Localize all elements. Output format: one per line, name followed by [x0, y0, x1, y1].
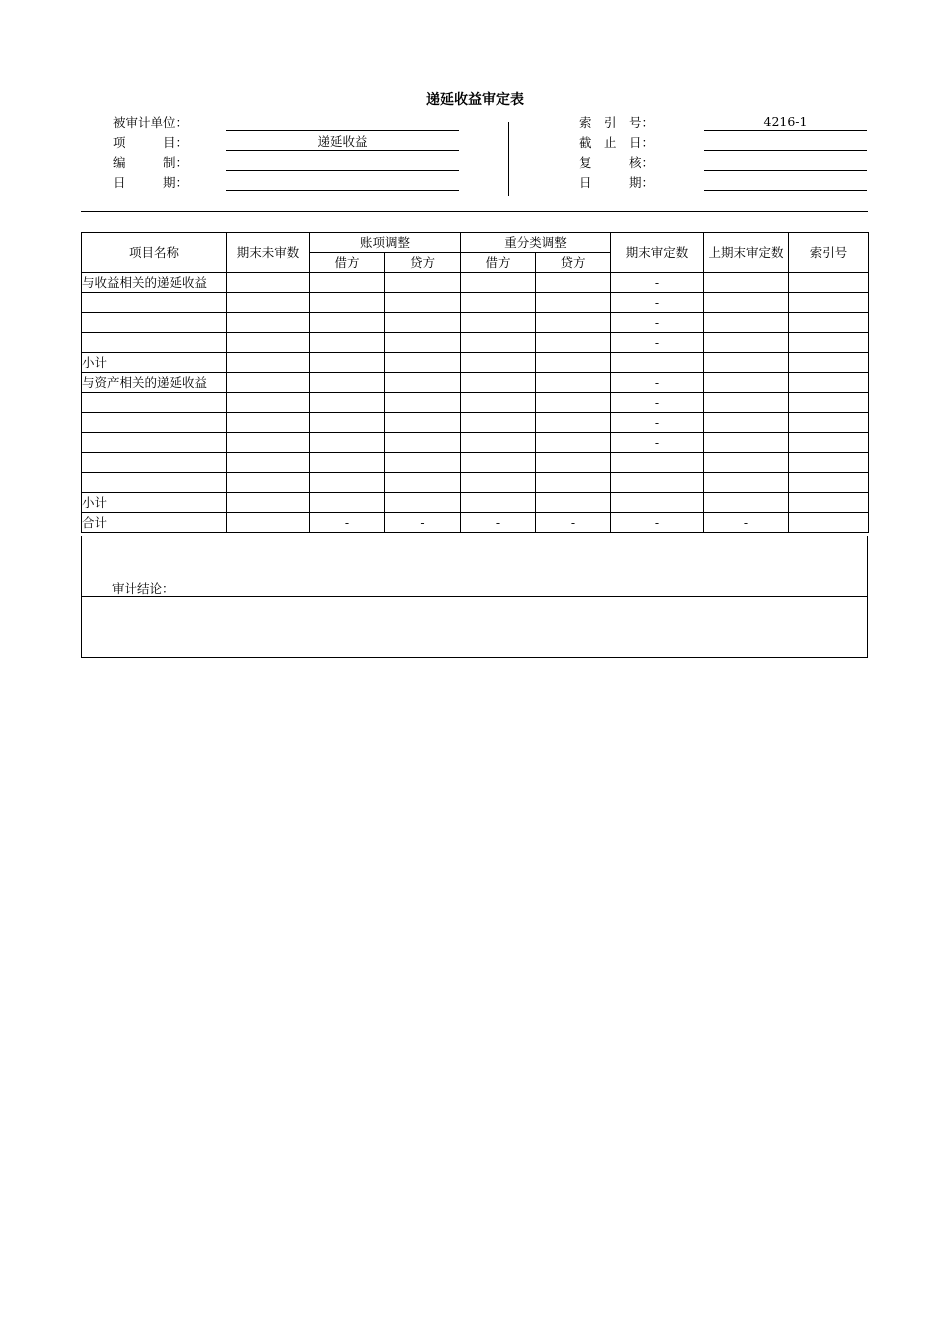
table-row — [82, 273, 869, 293]
unaudited-cell[interactable] — [227, 373, 310, 393]
total-row — [82, 513, 869, 533]
index-cell[interactable] — [789, 333, 869, 353]
col-account-adjustment: 账项调整 — [310, 233, 461, 253]
audited-cell[interactable]: - — [611, 313, 704, 333]
rec-credit-cell[interactable] — [536, 493, 611, 513]
unaudited-cell[interactable] — [227, 393, 310, 413]
adj-debit-cell[interactable] — [310, 433, 385, 453]
rec-debit-cell[interactable] — [461, 453, 536, 473]
item-name-cell[interactable]: 小计 — [82, 493, 227, 513]
conclusion-input[interactable] — [81, 596, 868, 658]
total-unaudited-cell[interactable] — [227, 513, 310, 533]
total-label: 合计 — [82, 513, 227, 533]
index-cell[interactable] — [789, 433, 869, 453]
unaudited-cell[interactable] — [227, 313, 310, 333]
unaudited-cell[interactable] — [227, 293, 310, 313]
table-row — [82, 333, 869, 353]
adj-debit-cell[interactable] — [310, 473, 385, 493]
rec-debit-cell[interactable] — [461, 473, 536, 493]
table-row — [82, 473, 869, 493]
audited-cell[interactable]: - — [611, 273, 704, 293]
index-no-label: 索 引 号： — [579, 115, 655, 130]
adj-debit-cell[interactable] — [310, 493, 385, 513]
prior-cell[interactable] — [704, 333, 789, 353]
col-adj-debit: 借方 — [310, 253, 385, 273]
adj-credit-cell[interactable] — [385, 333, 461, 353]
index-cell[interactable] — [789, 313, 869, 333]
item-name-cell[interactable] — [82, 473, 227, 493]
index-cell[interactable] — [789, 273, 869, 293]
item-name-cell[interactable]: 与资产相关的递延收益 — [82, 373, 227, 393]
total-adj-credit[interactable]: - — [385, 513, 461, 533]
item-name-cell[interactable]: 与收益相关的递延收益 — [82, 273, 227, 293]
rec-debit-cell[interactable] — [461, 273, 536, 293]
adj-debit-cell[interactable] — [310, 273, 385, 293]
rec-credit-cell[interactable] — [536, 373, 611, 393]
audited-cell[interactable] — [611, 353, 704, 373]
header-divider — [508, 122, 509, 196]
rec-credit-cell[interactable] — [536, 433, 611, 453]
audited-cell[interactable] — [611, 453, 704, 473]
audit-table — [81, 232, 869, 533]
col-item-name: 项目名称 — [82, 233, 227, 273]
rec-credit-cell[interactable] — [536, 473, 611, 493]
item-name-cell[interactable] — [82, 313, 227, 333]
table-row — [82, 393, 869, 413]
item-name-cell[interactable] — [82, 333, 227, 353]
preparer-label: 编 制： — [113, 155, 189, 170]
col-index: 索引号 — [789, 233, 869, 273]
table-row — [82, 293, 869, 313]
adj-credit-cell[interactable] — [385, 293, 461, 313]
review-date-field[interactable] — [704, 173, 867, 191]
project-field[interactable]: 递延收益 — [226, 133, 459, 151]
audited-cell[interactable]: - — [611, 373, 704, 393]
item-name-cell[interactable] — [82, 453, 227, 473]
rec-debit-cell[interactable] — [461, 313, 536, 333]
index-cell[interactable] — [789, 473, 869, 493]
unaudited-cell[interactable] — [227, 353, 310, 373]
adj-debit-cell[interactable] — [310, 413, 385, 433]
item-name-cell[interactable]: 小计 — [82, 353, 227, 373]
unaudited-cell[interactable] — [227, 453, 310, 473]
unaudited-cell[interactable] — [227, 413, 310, 433]
total-audited[interactable]: - — [611, 513, 704, 533]
preparer-field[interactable] — [226, 153, 459, 171]
prep-date-field[interactable] — [226, 173, 459, 191]
prior-cell[interactable] — [704, 393, 789, 413]
conclusion-label: 审计结论： — [112, 581, 175, 596]
rec-credit-cell[interactable] — [536, 413, 611, 433]
total-rec-debit[interactable]: - — [461, 513, 536, 533]
col-prior-audited: 上期末审定数 — [704, 233, 789, 273]
unaudited-cell[interactable] — [227, 493, 310, 513]
audited-cell[interactable]: - — [611, 413, 704, 433]
adj-credit-cell[interactable] — [385, 413, 461, 433]
adj-debit-cell[interactable] — [310, 313, 385, 333]
prior-cell[interactable] — [704, 353, 789, 373]
rec-credit-cell[interactable] — [536, 453, 611, 473]
rec-debit-cell[interactable] — [461, 413, 536, 433]
col-rec-credit: 贷方 — [536, 253, 611, 273]
adj-credit-cell[interactable] — [385, 373, 461, 393]
adj-credit-cell[interactable] — [385, 273, 461, 293]
prior-cell[interactable] — [704, 293, 789, 313]
adj-debit-cell[interactable] — [310, 293, 385, 313]
adj-debit-cell[interactable] — [310, 353, 385, 373]
prior-cell[interactable] — [704, 453, 789, 473]
audited-unit-label: 被审计单位： — [113, 115, 189, 130]
header-rule — [81, 211, 868, 212]
prior-cell[interactable] — [704, 313, 789, 333]
prior-cell[interactable] — [704, 373, 789, 393]
table-row — [82, 313, 869, 333]
index-cell[interactable] — [789, 373, 869, 393]
audited-cell[interactable]: - — [611, 433, 704, 453]
col-reclassification: 重分类调整 — [461, 233, 611, 253]
table-row — [82, 353, 869, 373]
rec-debit-cell[interactable] — [461, 353, 536, 373]
item-name-cell[interactable] — [82, 413, 227, 433]
audited-cell[interactable]: - — [611, 393, 704, 413]
item-name-cell[interactable] — [82, 293, 227, 313]
rec-debit-cell[interactable] — [461, 433, 536, 453]
rec-debit-cell[interactable] — [461, 373, 536, 393]
col-rec-debit: 借方 — [461, 253, 536, 273]
adj-debit-cell[interactable] — [310, 393, 385, 413]
adj-credit-cell[interactable] — [385, 393, 461, 413]
index-cell[interactable] — [789, 453, 869, 473]
total-prior[interactable]: - — [704, 513, 789, 533]
audited-cell[interactable] — [611, 473, 704, 493]
total-adj-debit[interactable]: - — [310, 513, 385, 533]
adj-credit-cell[interactable] — [385, 453, 461, 473]
table-row — [82, 413, 869, 433]
prior-cell[interactable] — [704, 493, 789, 513]
rec-credit-cell[interactable] — [536, 293, 611, 313]
table-row — [82, 493, 869, 513]
col-adj-credit: 贷方 — [385, 253, 461, 273]
unaudited-cell[interactable] — [227, 433, 310, 453]
adj-credit-cell[interactable] — [385, 493, 461, 513]
adj-credit-cell[interactable] — [385, 353, 461, 373]
adj-debit-cell[interactable] — [310, 373, 385, 393]
item-name-cell[interactable] — [82, 393, 227, 413]
reviewer-field[interactable] — [704, 153, 867, 171]
index-cell[interactable] — [789, 353, 869, 373]
rec-debit-cell[interactable] — [461, 333, 536, 353]
project-label: 项 目： — [113, 135, 189, 150]
table-row — [82, 453, 869, 473]
review-date-label: 日 期： — [579, 175, 655, 190]
adj-credit-cell[interactable] — [385, 433, 461, 453]
audited-cell[interactable]: - — [611, 333, 704, 353]
adj-credit-cell[interactable] — [385, 313, 461, 333]
conclusion-section — [81, 536, 868, 658]
unaudited-cell[interactable] — [227, 473, 310, 493]
rec-credit-cell[interactable] — [536, 353, 611, 373]
rec-debit-cell[interactable] — [461, 493, 536, 513]
adj-debit-cell[interactable] — [310, 333, 385, 353]
rec-credit-cell[interactable] — [536, 393, 611, 413]
item-name-cell[interactable] — [82, 433, 227, 453]
unaudited-cell[interactable] — [227, 273, 310, 293]
page-title: 递延收益审定表 — [426, 92, 524, 108]
rec-debit-cell[interactable] — [461, 393, 536, 413]
rec-credit-cell[interactable] — [536, 273, 611, 293]
index-cell[interactable] — [789, 493, 869, 513]
prep-date-label: 日 期： — [113, 175, 189, 190]
table-row — [82, 373, 869, 393]
rec-credit-cell[interactable] — [536, 333, 611, 353]
cutoff-date-field[interactable] — [704, 133, 867, 151]
table-row — [82, 433, 869, 453]
col-unaudited: 期末未审数 — [227, 233, 310, 273]
index-no-field[interactable]: 4216-1 — [704, 113, 867, 131]
adj-debit-cell[interactable] — [310, 453, 385, 473]
adj-credit-cell[interactable] — [385, 473, 461, 493]
audited-cell[interactable] — [611, 493, 704, 513]
index-cell[interactable] — [789, 293, 869, 313]
col-audited: 期末审定数 — [611, 233, 704, 273]
audited-cell[interactable]: - — [611, 293, 704, 313]
rec-debit-cell[interactable] — [461, 293, 536, 313]
total-index-cell[interactable] — [789, 513, 869, 533]
cutoff-date-label: 截 止 日： — [579, 135, 655, 150]
prior-cell[interactable] — [704, 413, 789, 433]
prior-cell[interactable] — [704, 473, 789, 493]
rec-credit-cell[interactable] — [536, 313, 611, 333]
unaudited-cell[interactable] — [227, 333, 310, 353]
reviewer-label: 复 核： — [579, 155, 655, 170]
prior-cell[interactable] — [704, 273, 789, 293]
index-cell[interactable] — [789, 413, 869, 433]
prior-cell[interactable] — [704, 433, 789, 453]
index-cell[interactable] — [789, 393, 869, 413]
audited-unit-field[interactable] — [226, 113, 459, 131]
total-rec-credit[interactable]: - — [536, 513, 611, 533]
